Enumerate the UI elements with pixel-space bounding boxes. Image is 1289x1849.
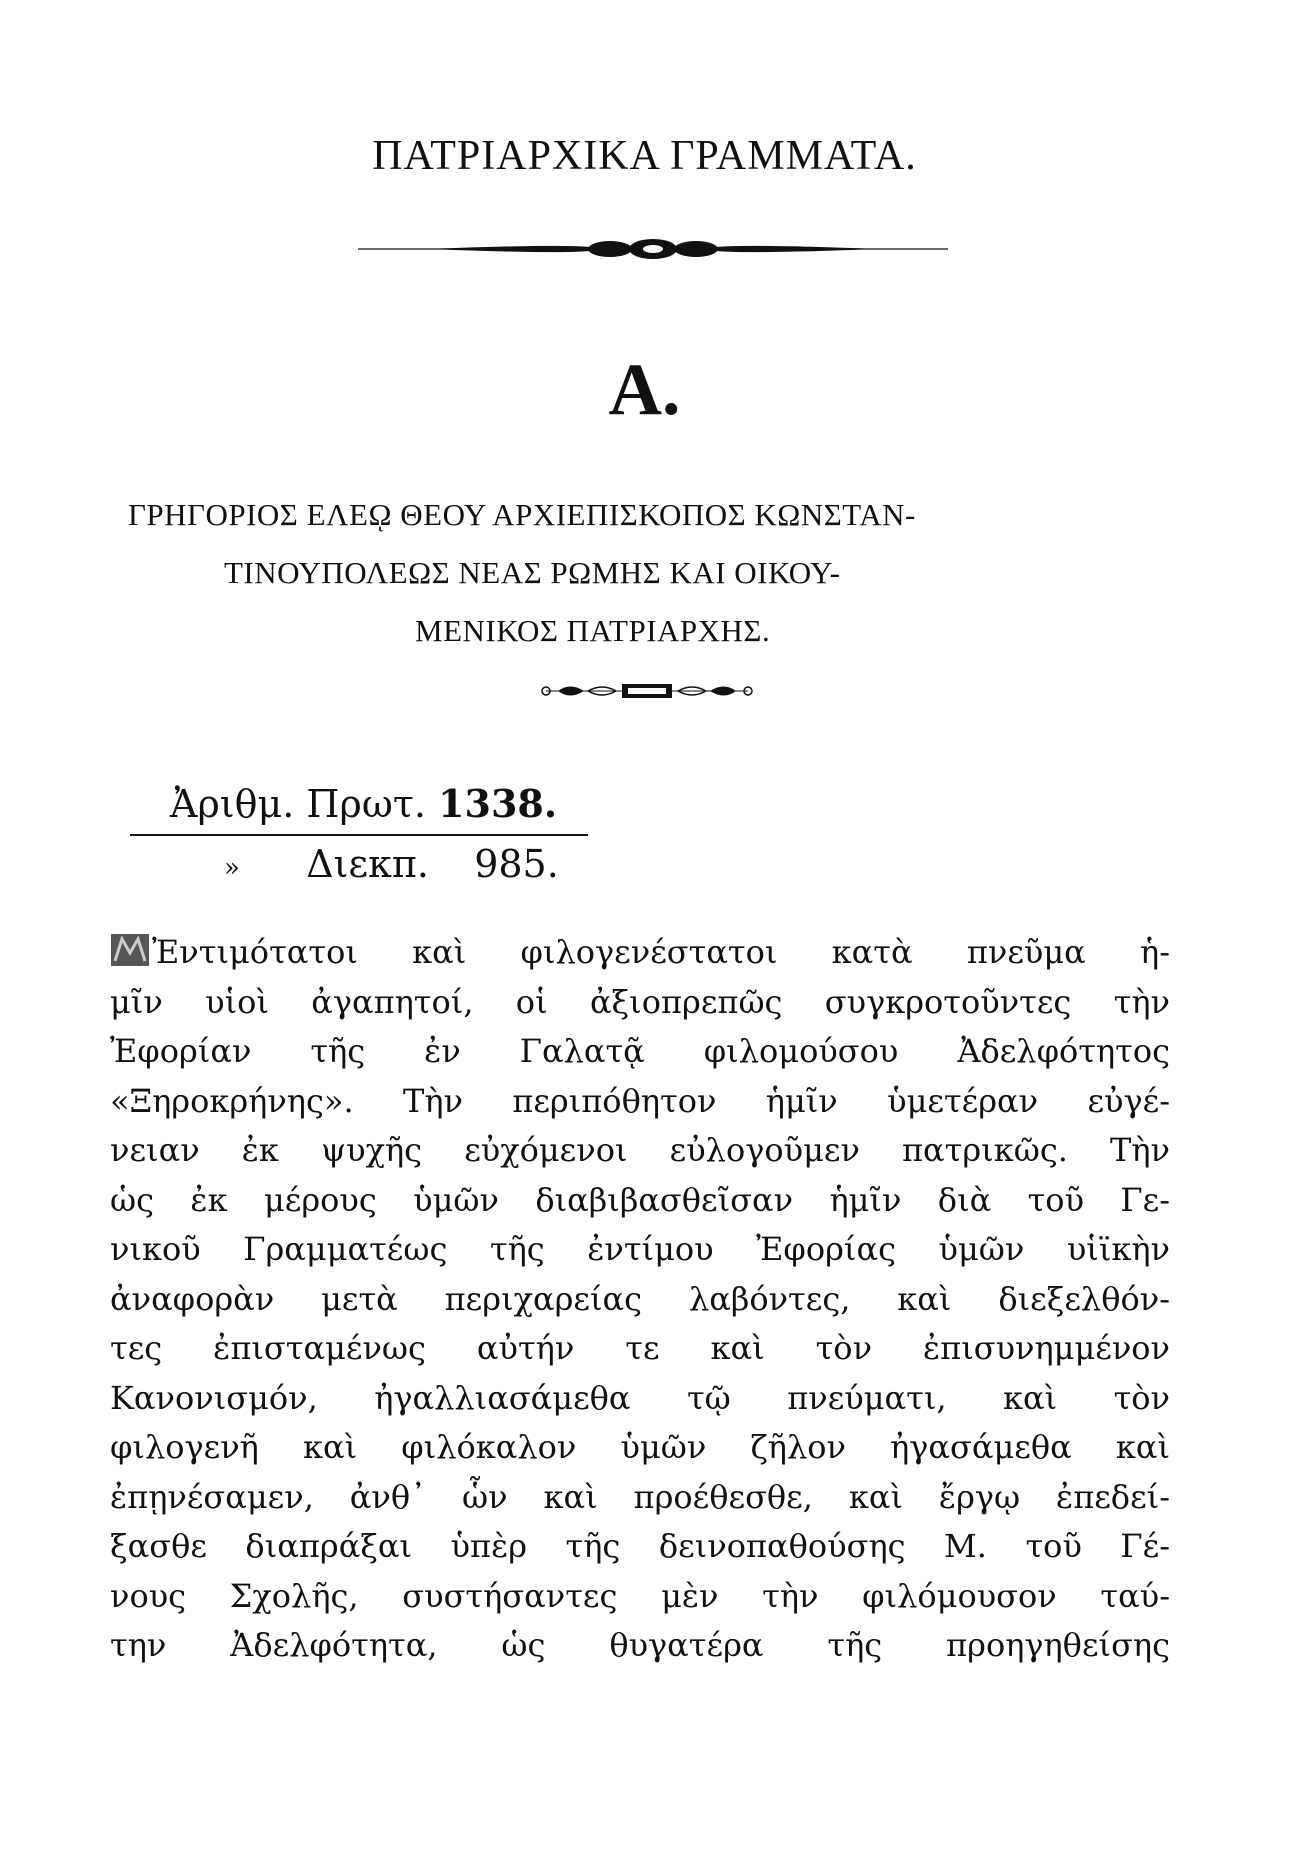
ditto-mark: » <box>224 852 240 883</box>
protocol-row <box>130 780 590 828</box>
body-line: ἐπῃνέσαμεν, ἀνθ᾽ ὧν καὶ προέθεσθε, καὶ ἔργῳ ἐπεδεί- <box>110 1477 1170 1516</box>
dispatch-number: 985. <box>474 842 559 886</box>
heading-line: ΤΙΝΟΥΠΟΛΕΩΣ ΝΕΑΣ ΡΩΜΗΣ ΚΑΙ ΟΙΚΟΥ- <box>224 555 841 590</box>
protocol-rule <box>130 834 588 836</box>
body-line: τες ἐπισταμένως αὐτήν τε καὶ τὸν ἐπισυνημμένον <box>110 1329 1170 1367</box>
protocol-label: Ἀριθμ. Πρωτ. <box>170 782 426 826</box>
document-heading <box>128 486 1168 660</box>
ornament-vignette <box>540 680 754 702</box>
heading-line: ΓΡΗΓΟΡΙΟΣ ΕΛΕῼ ΘΕΟΥ ΑΡΧΙΕΠΙΣΚΟΠΟΣ ΚΩΝΣΤΑΝ- <box>128 497 916 532</box>
section-letter: Α. <box>608 349 681 431</box>
dispatch-row <box>130 840 590 892</box>
letter-body <box>110 928 1170 1671</box>
dispatch-label: Διεκπ. <box>306 842 429 886</box>
body-line: την Ἀδελφότητα, ὡς θυγατέρα τῆς προηγηθείσης <box>110 1626 1170 1664</box>
body-line: νικοῦ Γραμματέως τῆς ἐντίμου Ἐφορίας ὑμῶν υἱϊκὴν <box>110 1230 1170 1268</box>
body-line: φιλογενῆ καὶ φιλόκαλον ὑμῶν ζῆλον ἠγασάμεθα καὶ <box>110 1428 1170 1466</box>
running-title: ΠΑΤΡΙΑΡΧΙΚΑ ΓΡΑΜΜΑΤΑ. <box>372 133 917 179</box>
body-line: νειαν ἐκ ψυχῆς εὐχόμενοι εὐλογοῦμεν πατρικῶς. Τὴν <box>110 1131 1170 1169</box>
body-line: ἀναφορὰν μετὰ περιχαρείας λαβόντες, καὶ διεξελθόν- <box>110 1279 1170 1318</box>
body-line: Ἐφορίαν τῆς ἐν Γαλατᾷ φιλομούσου Ἀδελφότητος <box>110 1032 1170 1070</box>
protocol-number: 1338. <box>438 781 558 826</box>
body-line: μῖν υἱοὶ ἀγαπητοί, οἱ ἀξιοπρεπῶς συγκροτοῦντες τὴν <box>110 982 1170 1021</box>
body-line: Κανονισμόν, ἠγαλλιασάμεθα τῷ πνεύματι, καὶ τὸν <box>110 1378 1170 1417</box>
body-line: ξασθε διαπράξαι ὑπὲρ τῆς δεινοπαθούσης Μ. τοῦ Γέ- <box>110 1527 1170 1565</box>
body-line: ὡς ἐκ μέρους ὑμῶν διαβιβασθεῖσαν ἡμῖν διὰ τοῦ Γε- <box>110 1180 1170 1219</box>
protocol-numbers <box>130 780 590 892</box>
ornamental-initial-icon <box>110 933 150 967</box>
heading-line: ΜΕΝΙΚΟΣ ΠΑΤΡΙΑΡΧΗΣ. <box>415 613 771 648</box>
body-line: νους Σχολῆς, συστήσαντες μὲν τὴν φιλόμουσον ταύ- <box>110 1576 1170 1615</box>
body-line: Ἐντιμότατοι καὶ φιλογενέστατοι κατὰ πνεῦμα ἡ- <box>110 928 1170 978</box>
body-line: «Ξηροκρήνης». Τὴν περιπόθητον ἡμῖν ὑμετέραν εὐγέ- <box>110 1081 1170 1120</box>
ornamental-rule-top <box>358 238 948 260</box>
